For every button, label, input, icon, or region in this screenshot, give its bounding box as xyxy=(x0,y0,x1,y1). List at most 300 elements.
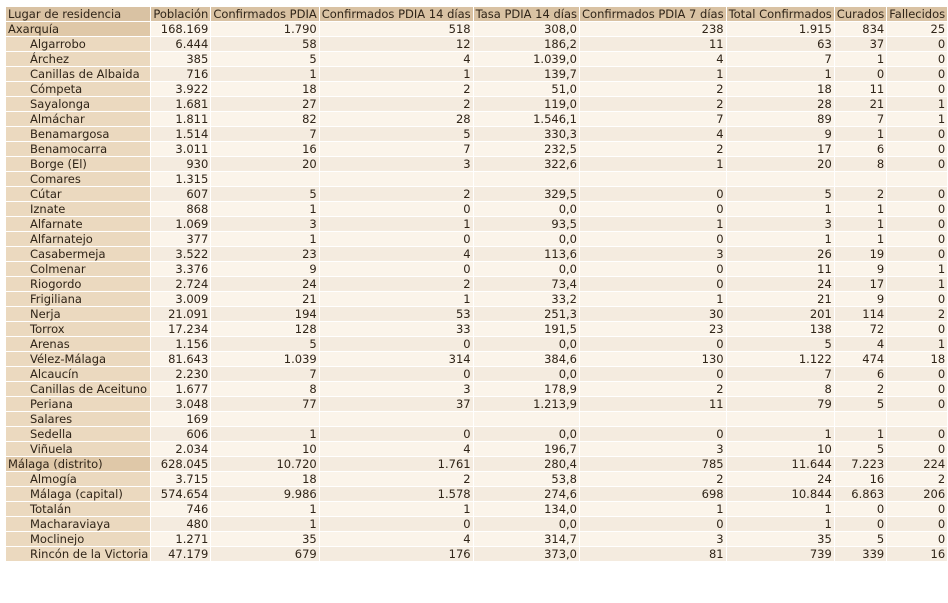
value-cell xyxy=(474,412,579,426)
value-cell: 0 xyxy=(887,322,947,336)
value-cell: 28 xyxy=(727,97,834,111)
value-cell: 2.034 xyxy=(151,442,210,456)
value-cell: 1 xyxy=(835,52,886,66)
municipality-row xyxy=(6,547,947,561)
value-cell: 1.915 xyxy=(727,22,834,36)
value-cell: 9 xyxy=(211,262,318,276)
value-cell: 0 xyxy=(320,367,473,381)
value-cell: 1.039 xyxy=(211,352,318,366)
value-cell: 7 xyxy=(835,112,886,126)
value-cell: 89 xyxy=(727,112,834,126)
municipality-name-cell[interactable]: Canillas de Aceituno xyxy=(6,382,150,396)
municipality-name-cell[interactable]: Rincón de la Victoria xyxy=(6,547,150,561)
value-cell: 2 xyxy=(835,382,886,396)
column-header[interactable]: Curados xyxy=(836,7,885,21)
value-cell: 1 xyxy=(887,97,947,111)
municipality-name-cell[interactable]: Colmenar xyxy=(6,262,150,276)
value-cell: 1 xyxy=(211,67,318,81)
value-cell: 5 xyxy=(211,337,318,351)
municipality-name-cell[interactable]: Macharaviaya xyxy=(6,517,150,531)
value-cell: 21.091 xyxy=(151,307,210,321)
region-row xyxy=(6,22,947,36)
column-header[interactable]: Población xyxy=(153,7,209,21)
value-cell: 628.045 xyxy=(151,457,210,471)
value-cell: 1 xyxy=(580,502,726,516)
value-cell xyxy=(320,172,473,186)
value-cell xyxy=(211,412,318,426)
value-cell: 3 xyxy=(320,157,473,171)
value-cell: 20 xyxy=(727,157,834,171)
value-cell: 0 xyxy=(887,202,947,216)
value-cell: 1 xyxy=(211,202,318,216)
value-cell: 0 xyxy=(580,187,726,201)
value-cell: 3.009 xyxy=(151,292,210,306)
value-cell: 9.986 xyxy=(211,487,318,501)
municipality-row xyxy=(6,382,947,396)
value-cell: 186,2 xyxy=(474,37,579,51)
municipality-name-cell[interactable]: Benamocarra xyxy=(6,142,150,156)
value-cell: 11 xyxy=(580,397,726,411)
value-cell: 176 xyxy=(320,547,473,561)
value-cell xyxy=(835,412,886,426)
value-cell: 2 xyxy=(320,187,473,201)
value-cell: 314 xyxy=(320,352,473,366)
value-cell: 11.644 xyxy=(727,457,834,471)
value-cell: 81.643 xyxy=(151,352,210,366)
value-cell xyxy=(580,412,726,426)
value-cell: 206 xyxy=(887,487,947,501)
value-cell: 1 xyxy=(727,232,834,246)
municipality-name-cell[interactable]: Alfarnate xyxy=(6,217,150,231)
municipality-row xyxy=(6,157,947,171)
value-cell: 21 xyxy=(727,292,834,306)
value-cell: 16 xyxy=(835,472,886,486)
value-cell: 3 xyxy=(580,442,726,456)
municipality-name-cell[interactable]: Salares xyxy=(6,412,150,426)
municipality-name-cell[interactable]: Algarrobo xyxy=(6,37,150,51)
value-cell xyxy=(474,172,579,186)
value-cell: 1 xyxy=(727,427,834,441)
value-cell: 114 xyxy=(835,307,886,321)
municipality-row xyxy=(6,502,947,516)
value-cell: 24 xyxy=(727,472,834,486)
municipality-row xyxy=(6,427,947,441)
value-cell: 2 xyxy=(580,97,726,111)
municipality-name-cell[interactable]: Moclinejo xyxy=(6,532,150,546)
value-cell: 0 xyxy=(887,247,947,261)
covid-data-table xyxy=(5,6,948,562)
value-cell xyxy=(320,412,473,426)
value-cell: 18 xyxy=(211,82,318,96)
value-cell: 377 xyxy=(151,232,210,246)
value-cell: 1.578 xyxy=(320,487,473,501)
value-cell: 168.169 xyxy=(151,22,210,36)
value-cell: 10 xyxy=(727,442,834,456)
value-cell: 5 xyxy=(727,187,834,201)
value-cell: 0 xyxy=(580,367,726,381)
column-header[interactable]: Fallecidos xyxy=(889,7,946,21)
value-cell: 8 xyxy=(835,157,886,171)
table-body xyxy=(6,22,947,561)
value-cell: 0 xyxy=(580,262,726,276)
value-cell xyxy=(727,412,834,426)
municipality-row xyxy=(6,322,947,336)
municipality-row xyxy=(6,172,947,186)
value-cell: 11 xyxy=(727,262,834,276)
value-cell: 0 xyxy=(887,187,947,201)
column-header[interactable]: Lugar de residencia xyxy=(6,7,150,21)
value-cell: 10.844 xyxy=(727,487,834,501)
value-cell: 0 xyxy=(835,502,886,516)
value-cell: 716 xyxy=(151,67,210,81)
value-cell: 4 xyxy=(835,337,886,351)
value-cell: 128 xyxy=(211,322,318,336)
value-cell: 1 xyxy=(211,427,318,441)
value-cell: 113,6 xyxy=(474,247,579,261)
value-cell: 47.179 xyxy=(151,547,210,561)
value-cell: 314,7 xyxy=(474,532,579,546)
value-cell: 1.156 xyxy=(151,337,210,351)
value-cell: 2.724 xyxy=(151,277,210,291)
value-cell: 1 xyxy=(320,502,473,516)
value-cell: 0 xyxy=(580,232,726,246)
value-cell: 5 xyxy=(320,127,473,141)
value-cell xyxy=(887,412,947,426)
value-cell: 6 xyxy=(835,142,886,156)
value-cell: 238 xyxy=(580,22,726,36)
value-cell: 9 xyxy=(835,262,886,276)
municipality-name-cell[interactable]: Almáchar xyxy=(6,112,150,126)
value-cell: 3.011 xyxy=(151,142,210,156)
value-cell: 72 xyxy=(835,322,886,336)
value-cell: 16 xyxy=(211,142,318,156)
municipality-name-cell[interactable]: Periana xyxy=(6,397,150,411)
value-cell: 739 xyxy=(727,547,834,561)
value-cell: 1 xyxy=(727,502,834,516)
value-cell: 1.069 xyxy=(151,217,210,231)
value-cell: 8 xyxy=(727,382,834,396)
value-cell: 0 xyxy=(320,517,473,531)
municipality-name-cell[interactable]: Alfarnatejo xyxy=(6,232,150,246)
value-cell: 6.863 xyxy=(835,487,886,501)
municipality-name-cell[interactable]: Casabermeja xyxy=(6,247,150,261)
value-cell: 330,3 xyxy=(474,127,579,141)
value-cell: 4 xyxy=(320,442,473,456)
municipality-name-cell[interactable]: Riogordo xyxy=(6,277,150,291)
value-cell: 385 xyxy=(151,52,210,66)
value-cell: 0 xyxy=(887,157,947,171)
municipality-row xyxy=(6,397,947,411)
municipality-name-cell[interactable]: Almogía xyxy=(6,472,150,486)
value-cell: 0 xyxy=(887,217,947,231)
value-cell: 1 xyxy=(580,157,726,171)
value-cell: 746 xyxy=(151,502,210,516)
value-cell: 35 xyxy=(727,532,834,546)
value-cell: 1.122 xyxy=(727,352,834,366)
value-cell: 196,7 xyxy=(474,442,579,456)
value-cell: 79 xyxy=(727,397,834,411)
value-cell: 201 xyxy=(727,307,834,321)
municipality-row xyxy=(6,37,947,51)
value-cell: 930 xyxy=(151,157,210,171)
value-cell: 3 xyxy=(211,217,318,231)
value-cell: 37 xyxy=(320,397,473,411)
municipality-name-cell[interactable]: Comares xyxy=(6,172,150,186)
municipality-row xyxy=(6,82,947,96)
value-cell: 384,6 xyxy=(474,352,579,366)
column-header[interactable]: Tasa PDIA 14 días xyxy=(475,7,577,21)
municipality-name-cell[interactable]: Borge (El) xyxy=(6,157,150,171)
value-cell: 1.761 xyxy=(320,457,473,471)
value-cell: 0 xyxy=(320,262,473,276)
value-cell: 194 xyxy=(211,307,318,321)
value-cell: 480 xyxy=(151,517,210,531)
value-cell: 0,0 xyxy=(474,517,579,531)
column-header[interactable]: Confirmados PDIA 7 días xyxy=(582,7,724,21)
value-cell: 1.213,9 xyxy=(474,397,579,411)
municipality-name-cell[interactable]: Viñuela xyxy=(6,442,150,456)
municipality-row xyxy=(6,202,947,216)
municipality-row xyxy=(6,307,947,321)
municipality-name-cell[interactable]: Cómpeta xyxy=(6,82,150,96)
value-cell: 1 xyxy=(211,517,318,531)
value-cell: 0 xyxy=(887,397,947,411)
value-cell: 17 xyxy=(835,277,886,291)
value-cell: 3.376 xyxy=(151,262,210,276)
value-cell: 35 xyxy=(211,532,318,546)
column-header[interactable]: Total Confirmados xyxy=(728,7,832,21)
value-cell: 26 xyxy=(727,247,834,261)
value-cell: 51,0 xyxy=(474,82,579,96)
value-cell: 3 xyxy=(580,532,726,546)
value-cell xyxy=(835,172,886,186)
value-cell: 23 xyxy=(211,247,318,261)
value-cell: 3.522 xyxy=(151,247,210,261)
municipality-name-cell[interactable]: Arenas xyxy=(6,337,150,351)
value-cell: 0 xyxy=(887,502,947,516)
value-cell: 12 xyxy=(320,37,473,51)
value-cell: 11 xyxy=(835,82,886,96)
value-cell: 1.271 xyxy=(151,532,210,546)
value-cell: 329,5 xyxy=(474,187,579,201)
value-cell: 0 xyxy=(580,427,726,441)
value-cell: 10 xyxy=(211,442,318,456)
value-cell: 834 xyxy=(835,22,886,36)
value-cell: 0 xyxy=(887,427,947,441)
value-cell: 6 xyxy=(835,367,886,381)
value-cell: 607 xyxy=(151,187,210,201)
region-name-cell[interactable]: Axarquía xyxy=(6,22,150,36)
municipality-row xyxy=(6,247,947,261)
value-cell: 24 xyxy=(727,277,834,291)
value-cell: 0 xyxy=(887,52,947,66)
value-cell: 8 xyxy=(211,382,318,396)
value-cell: 4 xyxy=(320,52,473,66)
municipality-row xyxy=(6,127,947,141)
value-cell: 0 xyxy=(887,82,947,96)
municipality-row xyxy=(6,262,947,276)
value-cell: 18 xyxy=(211,472,318,486)
municipality-row xyxy=(6,112,947,126)
value-cell: 0 xyxy=(887,382,947,396)
value-cell: 1 xyxy=(887,112,947,126)
value-cell: 0 xyxy=(320,232,473,246)
municipality-name-cell[interactable]: Canillas de Albaida xyxy=(6,67,150,81)
value-cell: 3 xyxy=(320,382,473,396)
value-cell: 1.677 xyxy=(151,382,210,396)
value-cell: 1 xyxy=(887,277,947,291)
value-cell: 2.230 xyxy=(151,367,210,381)
value-cell: 6.444 xyxy=(151,37,210,51)
value-cell: 679 xyxy=(211,547,318,561)
value-cell: 0 xyxy=(320,202,473,216)
column-header[interactable]: Confirmados PDIA 14 días xyxy=(321,7,471,21)
value-cell: 606 xyxy=(151,427,210,441)
municipality-name-cell[interactable]: Málaga (capital) xyxy=(6,487,150,501)
value-cell: 0 xyxy=(887,532,947,546)
value-cell: 698 xyxy=(580,487,726,501)
value-cell: 119,0 xyxy=(474,97,579,111)
value-cell: 2 xyxy=(887,307,947,321)
value-cell: 0 xyxy=(580,337,726,351)
municipality-row xyxy=(6,232,947,246)
value-cell: 0,0 xyxy=(474,337,579,351)
region-row xyxy=(6,457,947,471)
value-cell: 17 xyxy=(727,142,834,156)
value-cell: 4 xyxy=(580,52,726,66)
value-cell: 1.546,1 xyxy=(474,112,579,126)
value-cell: 53,8 xyxy=(474,472,579,486)
table-header-row xyxy=(6,7,947,21)
value-cell: 21 xyxy=(211,292,318,306)
value-cell: 63 xyxy=(727,37,834,51)
value-cell: 1 xyxy=(320,292,473,306)
value-cell: 0 xyxy=(320,427,473,441)
value-cell: 3.048 xyxy=(151,397,210,411)
value-cell: 0 xyxy=(887,232,947,246)
value-cell: 3.715 xyxy=(151,472,210,486)
municipality-row xyxy=(6,292,947,306)
value-cell: 134,0 xyxy=(474,502,579,516)
value-cell: 0 xyxy=(887,37,947,51)
value-cell: 2 xyxy=(320,97,473,111)
value-cell: 1 xyxy=(835,232,886,246)
value-cell: 2 xyxy=(320,472,473,486)
value-cell: 1 xyxy=(211,232,318,246)
value-cell: 2 xyxy=(320,277,473,291)
value-cell: 0,0 xyxy=(474,202,579,216)
value-cell: 73,4 xyxy=(474,277,579,291)
value-cell: 373,0 xyxy=(474,547,579,561)
value-cell: 0 xyxy=(887,442,947,456)
value-cell: 27 xyxy=(211,97,318,111)
value-cell: 4 xyxy=(580,127,726,141)
municipality-name-cell[interactable]: Vélez-Málaga xyxy=(6,352,150,366)
value-cell: 138 xyxy=(727,322,834,336)
value-cell: 18 xyxy=(887,352,947,366)
municipality-name-cell[interactable]: Iznate xyxy=(6,202,150,216)
value-cell: 2 xyxy=(580,82,726,96)
value-cell: 4 xyxy=(320,247,473,261)
value-cell: 58 xyxy=(211,37,318,51)
value-cell: 0,0 xyxy=(474,232,579,246)
value-cell: 232,5 xyxy=(474,142,579,156)
value-cell: 53 xyxy=(320,307,473,321)
value-cell: 0 xyxy=(580,517,726,531)
value-cell: 1 xyxy=(835,202,886,216)
value-cell: 0 xyxy=(887,292,947,306)
municipality-name-cell[interactable]: Nerja xyxy=(6,307,150,321)
municipality-name-cell[interactable]: Frigiliana xyxy=(6,292,150,306)
value-cell: 30 xyxy=(580,307,726,321)
value-cell: 2 xyxy=(580,142,726,156)
value-cell: 5 xyxy=(211,52,318,66)
value-cell: 785 xyxy=(580,457,726,471)
value-cell: 5 xyxy=(211,187,318,201)
municipality-row xyxy=(6,97,947,111)
value-cell: 21 xyxy=(835,97,886,111)
value-cell: 1.514 xyxy=(151,127,210,141)
value-cell: 1.790 xyxy=(211,22,318,36)
municipality-row xyxy=(6,442,947,456)
value-cell: 28 xyxy=(320,112,473,126)
value-cell: 9 xyxy=(835,292,886,306)
value-cell: 224 xyxy=(887,457,947,471)
value-cell: 274,6 xyxy=(474,487,579,501)
value-cell: 0,0 xyxy=(474,427,579,441)
municipality-row xyxy=(6,367,947,381)
value-cell: 2 xyxy=(887,472,947,486)
municipality-name-cell[interactable]: Alcaucín xyxy=(6,367,150,381)
value-cell: 5 xyxy=(835,442,886,456)
value-cell: 17.234 xyxy=(151,322,210,336)
municipality-name-cell[interactable]: Totalán xyxy=(6,502,150,516)
value-cell: 1.315 xyxy=(151,172,210,186)
municipality-name-cell[interactable]: Árchez xyxy=(6,52,150,66)
municipality-name-cell[interactable]: Cútar xyxy=(6,187,150,201)
value-cell: 23 xyxy=(580,322,726,336)
municipality-name-cell[interactable]: Sayalonga xyxy=(6,97,150,111)
municipality-row xyxy=(6,532,947,546)
value-cell: 251,3 xyxy=(474,307,579,321)
value-cell: 5 xyxy=(835,397,886,411)
value-cell: 7.223 xyxy=(835,457,886,471)
value-cell: 3 xyxy=(727,217,834,231)
value-cell: 1 xyxy=(320,217,473,231)
value-cell: 10.720 xyxy=(211,457,318,471)
municipality-name-cell[interactable]: Torrox xyxy=(6,322,150,336)
municipality-row xyxy=(6,142,947,156)
value-cell: 1 xyxy=(727,517,834,531)
municipality-name-cell[interactable]: Sedella xyxy=(6,427,150,441)
value-cell: 868 xyxy=(151,202,210,216)
value-cell: 0 xyxy=(887,517,947,531)
column-header[interactable]: Confirmados PDIA xyxy=(213,7,317,21)
municipality-name-cell[interactable]: Benamargosa xyxy=(6,127,150,141)
value-cell: 1 xyxy=(580,217,726,231)
region-name-cell[interactable]: Málaga (distrito) xyxy=(6,457,150,471)
value-cell: 18 xyxy=(727,82,834,96)
value-cell: 93,5 xyxy=(474,217,579,231)
value-cell: 0 xyxy=(887,67,947,81)
municipality-row xyxy=(6,67,947,81)
value-cell: 19 xyxy=(835,247,886,261)
value-cell xyxy=(211,172,318,186)
value-cell: 1.681 xyxy=(151,97,210,111)
value-cell: 2 xyxy=(835,187,886,201)
value-cell: 130 xyxy=(580,352,726,366)
value-cell: 2 xyxy=(320,82,473,96)
